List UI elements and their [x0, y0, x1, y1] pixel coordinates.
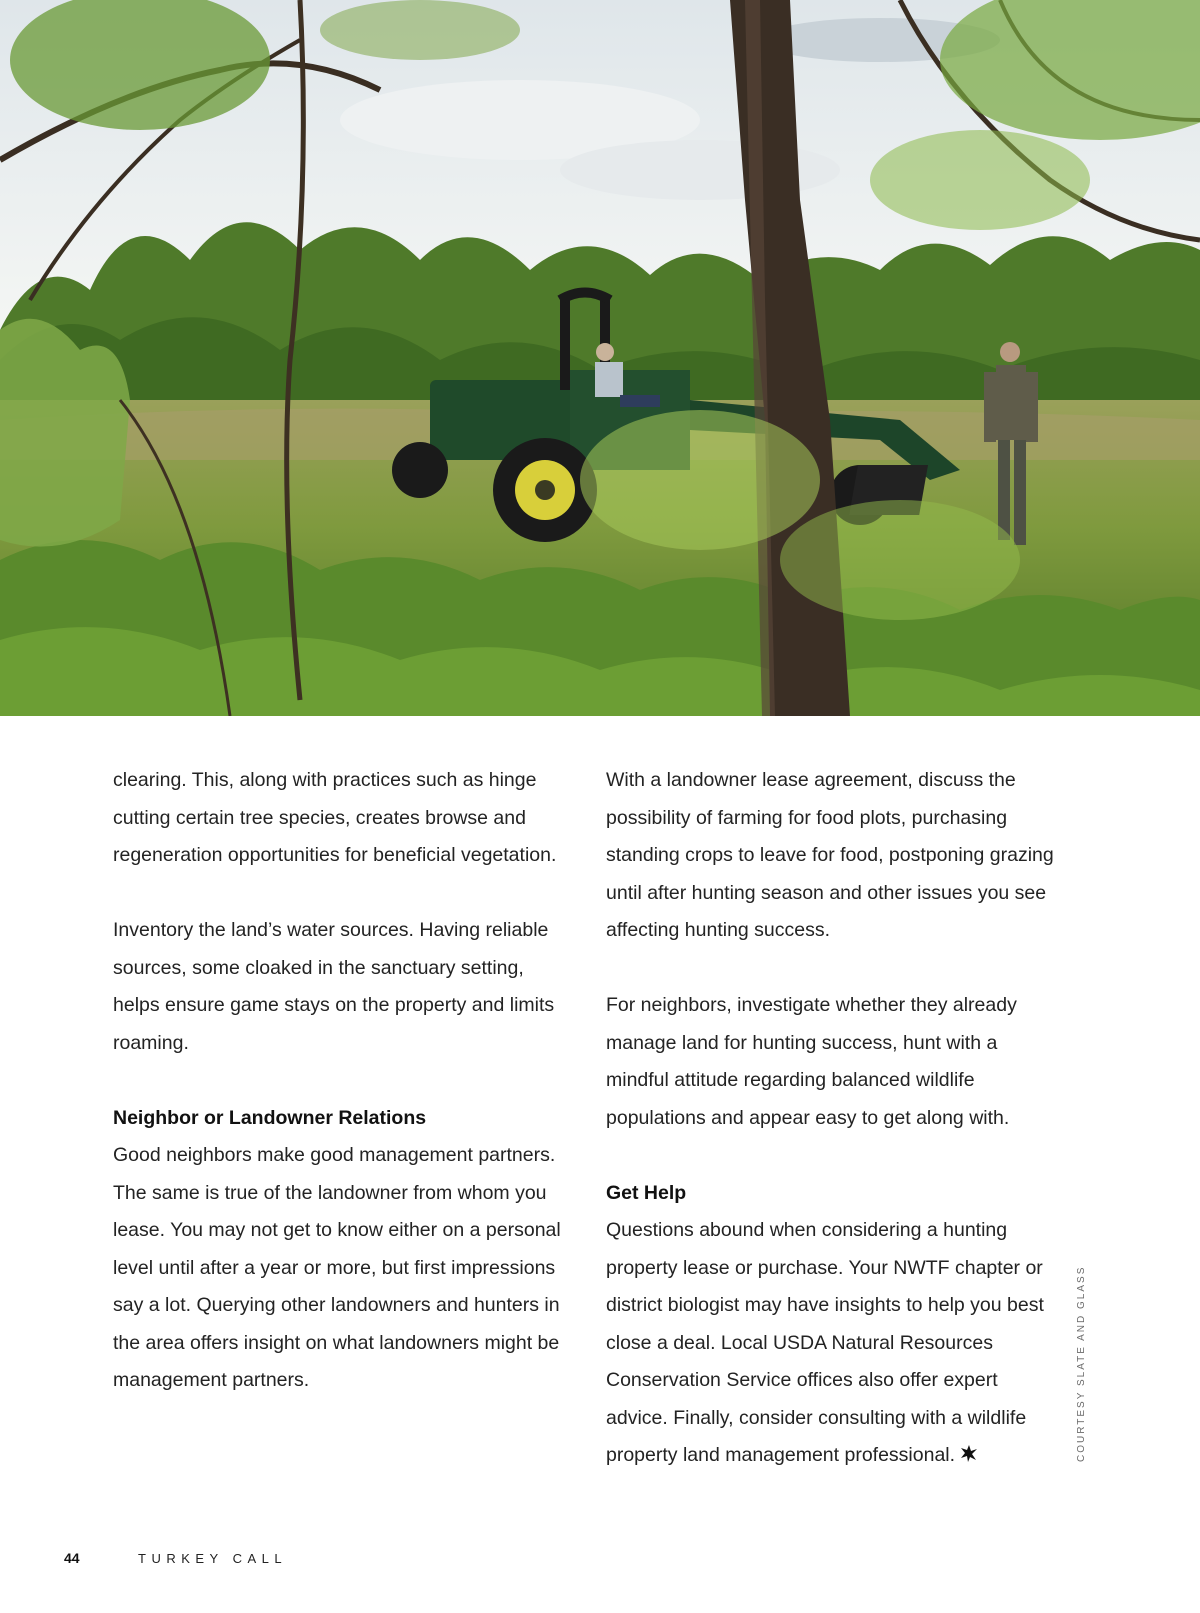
body-paragraph: Inventory the land’s water sources. Having reliable sources, some cloaked in the sanctuary setting, helps ensure game stays on the property and limits roaming.	[113, 919, 555, 1054]
right-column	[606, 762, 1056, 1475]
closing-paragraph-text: Questions abound when considering a hunting property lease or purchase. Your NWTF chapter or district biologist may have insights to help you best close a deal. Local USDA Natural Resources Conservation Service offices also offer expert advice. Finally, consider consulting with a wildlife property land management professional.	[606, 1219, 1044, 1466]
hero-photo	[0, 0, 1200, 716]
tractor-forest-photo	[0, 0, 1200, 716]
body-paragraph: Good neighbors make good management partners. The same is true of the landowner from whom you lease. You may not get to know either on a personal level until after a year or more, but first impressions say a lot. Querying other landowners and hunters in the area offers insight on what landowners might be management partners.	[113, 1144, 561, 1391]
body-paragraph	[606, 1212, 1056, 1475]
body-paragraph: With a landowner lease agreement, discuss the possibility of farming for food plots, purchasing standing crops to leave for food, postponing grazing until after hunting season and other issues you see affecting hunting success.	[606, 769, 1054, 941]
photo-credit: COURTESY SLATE AND GLASS	[1076, 1265, 1087, 1462]
section-heading: Neighbor or Landowner Relations	[113, 1106, 427, 1129]
left-column	[113, 762, 568, 1400]
magazine-name: TURKEY CALL	[138, 1551, 288, 1566]
body-paragraph: For neighbors, investigate whether they already manage land for hunting success, hunt with a mindful attitude regarding balanced wildlife populations and appear easy to get along with.	[606, 994, 1017, 1129]
turkey-logo-icon	[959, 1443, 979, 1463]
section-heading: Get Help	[606, 1181, 687, 1204]
body-paragraph: clearing. This, along with practices such as hinge cutting certain tree species, creates browse and regeneration opportunities for beneficial vegetation.	[113, 769, 557, 866]
page-number: 44	[64, 1550, 80, 1566]
